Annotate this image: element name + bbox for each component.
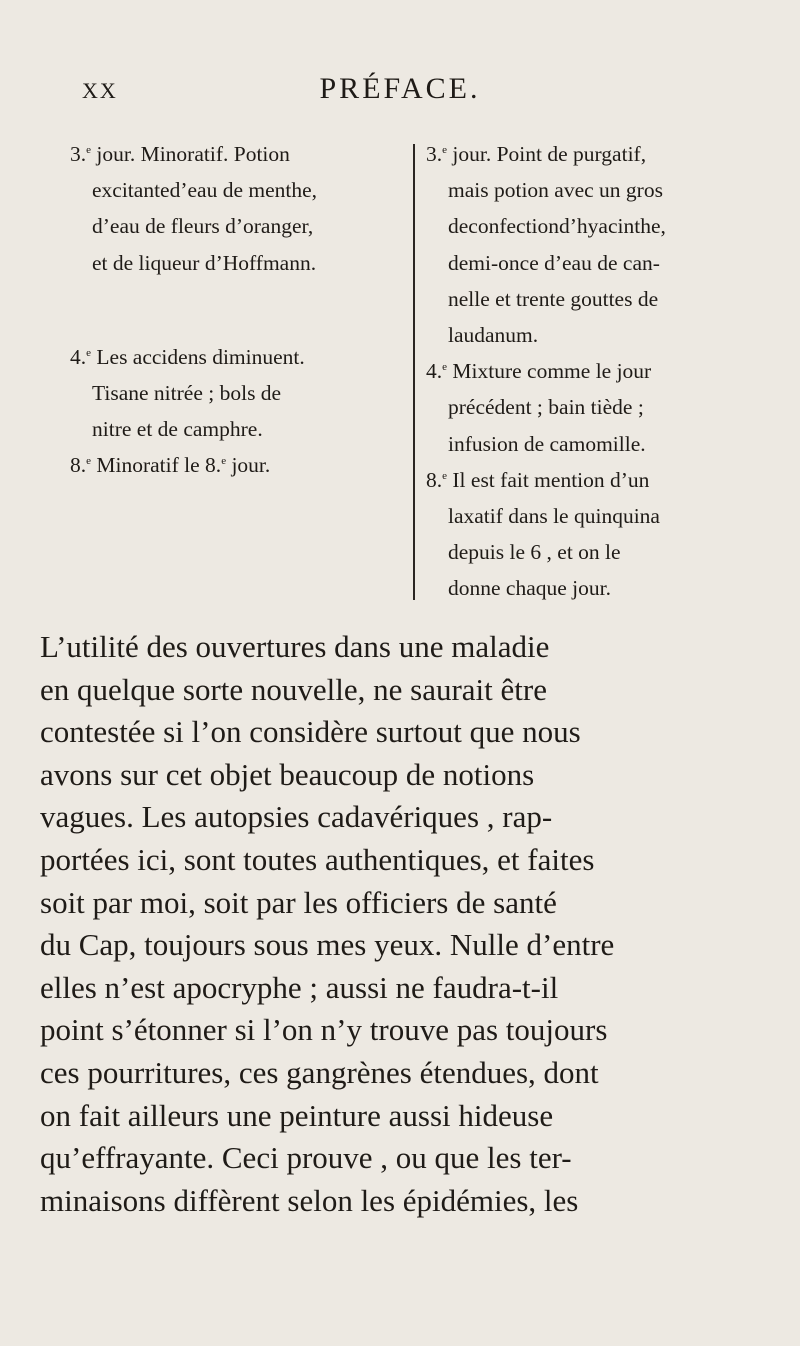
entry-line: et de liqueur d’Hoffmann.: [92, 250, 317, 275]
right-entry-day-4: [426, 353, 770, 462]
right-entry-day-8: [426, 462, 770, 607]
body-paragraph: [40, 626, 760, 1222]
left-entry-day-4: [70, 339, 405, 448]
day-number: 4.: [426, 359, 443, 384]
entry-line: depuis le 6 , et on le: [448, 540, 621, 565]
entry-line: précédent ; bain tiède ;: [448, 395, 644, 420]
entry-first-line: [70, 339, 405, 375]
paragraph-line: minaisons diffèrent selon les épidémies, les: [40, 1182, 579, 1218]
day-number: 8.: [70, 453, 87, 478]
entry-first-line: [426, 462, 770, 498]
paragraph-line: vagues. Les autopsies cadavériques , rap-: [40, 799, 553, 835]
page-header: [0, 72, 800, 112]
ordinal-suffix: e: [86, 143, 92, 156]
left-column: [70, 136, 405, 484]
left-entry-day-8: [70, 447, 405, 483]
day-number: 4.: [70, 344, 87, 369]
paragraph-line: soit par moi, soit par les officiers de santé: [40, 884, 557, 920]
ordinal-suffix: e: [86, 455, 92, 468]
paragraph-line: point s’étonner si l’on n’y trouve pas toujours: [40, 1012, 608, 1048]
entry-line: Tisane nitrée ; bols de: [92, 381, 282, 406]
entry-line: deconfectiond’hyacinthe,: [448, 214, 666, 239]
entry-text: Les accidens diminuent.: [91, 344, 305, 369]
paragraph-line: L’utilité des ouvertures dans une maladie: [40, 629, 550, 664]
entry-line: demi-once d’eau de can-: [448, 250, 660, 275]
spacer: [70, 281, 405, 339]
entry-text: Mixture comme le jour: [447, 359, 652, 384]
entry-line: infusion de camomille.: [448, 431, 646, 456]
left-entry-day-3: [70, 136, 405, 281]
entry-text: jour.: [226, 453, 271, 478]
entry-first-line: [70, 447, 405, 483]
entry-line: laudanum.: [448, 323, 539, 348]
paragraph-line: ces pourritures, ces gangrènes étendues, dont: [40, 1054, 599, 1090]
entry-line: laxatif dans le quinquina: [448, 504, 660, 529]
day-number: 3.: [70, 142, 87, 166]
entry-line: nelle et trente gouttes de: [448, 286, 659, 311]
paragraph-line: en quelque sorte nouvelle, ne saurait être: [40, 671, 547, 707]
ordinal-suffix: e: [221, 455, 227, 468]
entry-line: d’eau de fleurs d’oranger,: [92, 214, 314, 239]
ordinal-suffix: e: [442, 469, 448, 482]
column-divider: [413, 144, 415, 600]
page-number: XX: [82, 78, 118, 103]
paragraph-line: avons sur cet objet beaucoup de notions: [40, 756, 535, 792]
paragraph-line: contestée si l’on considère surtout que nous: [40, 714, 581, 750]
ordinal-suffix: e: [86, 346, 92, 359]
entry-line: mais potion avec un gros: [448, 178, 663, 203]
entry-line: excitanted’eau de menthe,: [92, 178, 318, 203]
entry-line: nitre et de camphre.: [92, 417, 263, 442]
entry-first-line: [426, 353, 770, 389]
running-title: PRÉFACE.: [319, 72, 481, 105]
paragraph-line: du Cap, toujours sous mes yeux. Nulle d’entre: [40, 927, 615, 963]
right-entry-day-3: [426, 136, 770, 353]
right-column: [426, 136, 770, 607]
entry-first-line: [426, 136, 770, 172]
ordinal-suffix: e: [442, 143, 448, 156]
entry-line: donne chaque jour.: [448, 576, 611, 601]
ordinal-suffix: e: [442, 361, 448, 374]
paragraph-line: on fait ailleurs une peinture aussi hideuse: [40, 1097, 554, 1133]
day-number: 3.: [426, 142, 443, 166]
entry-text: jour. Point de purgatif,: [447, 142, 647, 166]
entry-text: Minoratif le 8.: [91, 453, 222, 478]
entry-text: Il est fait mention d’un: [447, 467, 650, 492]
day-number: 8.: [426, 467, 443, 492]
paragraph-line: portées ici, sont toutes authentiques, et faites: [40, 841, 595, 877]
entry-first-line: [70, 136, 405, 172]
paragraph-line: elles n’est apocryphe ; aussi ne faudra-t-il: [40, 969, 559, 1005]
entry-text: jour. Minoratif. Potion: [91, 142, 290, 166]
paragraph-line: qu’effrayante. Ceci prouve , ou que les ter-: [40, 1140, 572, 1176]
